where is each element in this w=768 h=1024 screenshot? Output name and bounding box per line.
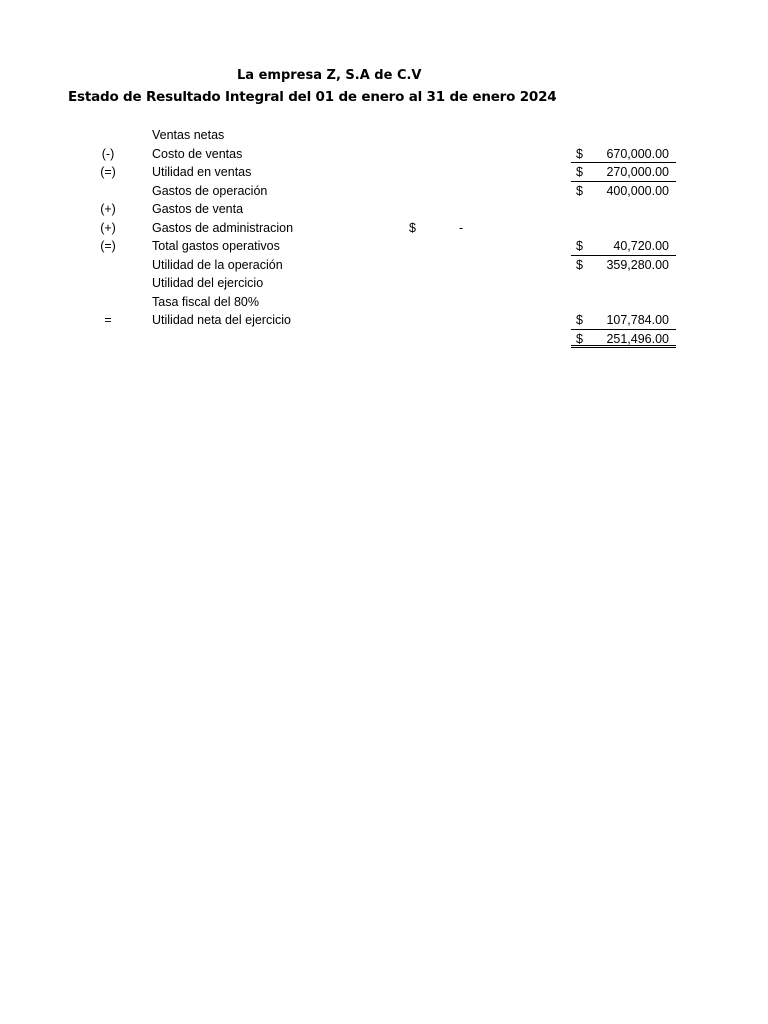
row-final-total [0,330,768,349]
row-label: Gastos de administracion [152,220,294,235]
row-amount [571,182,676,201]
currency-symbol: $ [576,165,583,179]
sub-amount-value: - [459,220,464,235]
amount-value: 107,784.00 [606,313,669,327]
row-label: Utilidad en ventas [152,165,252,179]
amount-value: 400,000.00 [606,183,669,198]
currency-symbol: $ [576,146,583,161]
row-sign: (+) [100,220,116,235]
row-amount [571,256,676,275]
row-utilidad-en-ventas [0,163,768,182]
row-label: Utilidad de la operación [152,257,283,272]
row-label: Ventas netas [152,128,225,142]
row-gastos-de-operacion [0,182,768,201]
row-label: Gastos de operación [152,183,268,198]
row-label: Utilidad neta del ejercicio [152,313,291,327]
currency-symbol: $ [576,239,583,253]
row-label: Costo de ventas [152,146,243,161]
row-amount [571,145,676,164]
row-gastos-de-venta [0,200,768,219]
row-gastos-de-administracion [0,219,768,238]
amount-value: 251,496.00 [606,331,669,346]
currency-symbol: $ [576,331,583,346]
currency-symbol: $ [576,183,583,198]
row-sign: (-) [101,146,115,161]
row-ventas-netas [0,126,768,145]
row-sign: (=) [100,239,116,253]
row-label: Tasa fiscal del 80% [152,294,260,309]
currency-symbol: $ [576,257,583,272]
amount-value: 670,000.00 [606,146,669,161]
amount-value: 270,000.00 [606,165,669,179]
row-amount [571,163,676,182]
statement-title: Estado de Resultado Integral del 01 de enero al 31 de enero 2024 [68,89,557,105]
amount-value: 359,280.00 [606,257,669,272]
sub-currency-symbol: $ [409,220,416,235]
row-label: Utilidad del ejercicio [152,276,264,290]
row-label: Gastos de venta [152,202,244,216]
row-costo-de-ventas [0,145,768,164]
row-amount [571,311,676,330]
row-total-gastos-operativos [0,237,768,256]
row-utilidad-de-la-operacion [0,256,768,275]
income-statement-table [0,126,768,348]
currency-symbol: $ [576,313,583,327]
row-sign: (=) [100,165,116,179]
row-sign: (+) [100,202,116,216]
row-tasa-fiscal [0,293,768,312]
row-label: Total gastos operativos [152,239,280,253]
row-amount [571,237,676,256]
row-utilidad-neta [0,311,768,330]
row-amount [571,330,676,349]
row-utilidad-del-ejercicio [0,274,768,293]
amount-value: 40,720.00 [613,239,669,253]
company-title: La empresa Z, S.A de C.V [237,68,422,83]
row-sign: = [104,313,112,327]
